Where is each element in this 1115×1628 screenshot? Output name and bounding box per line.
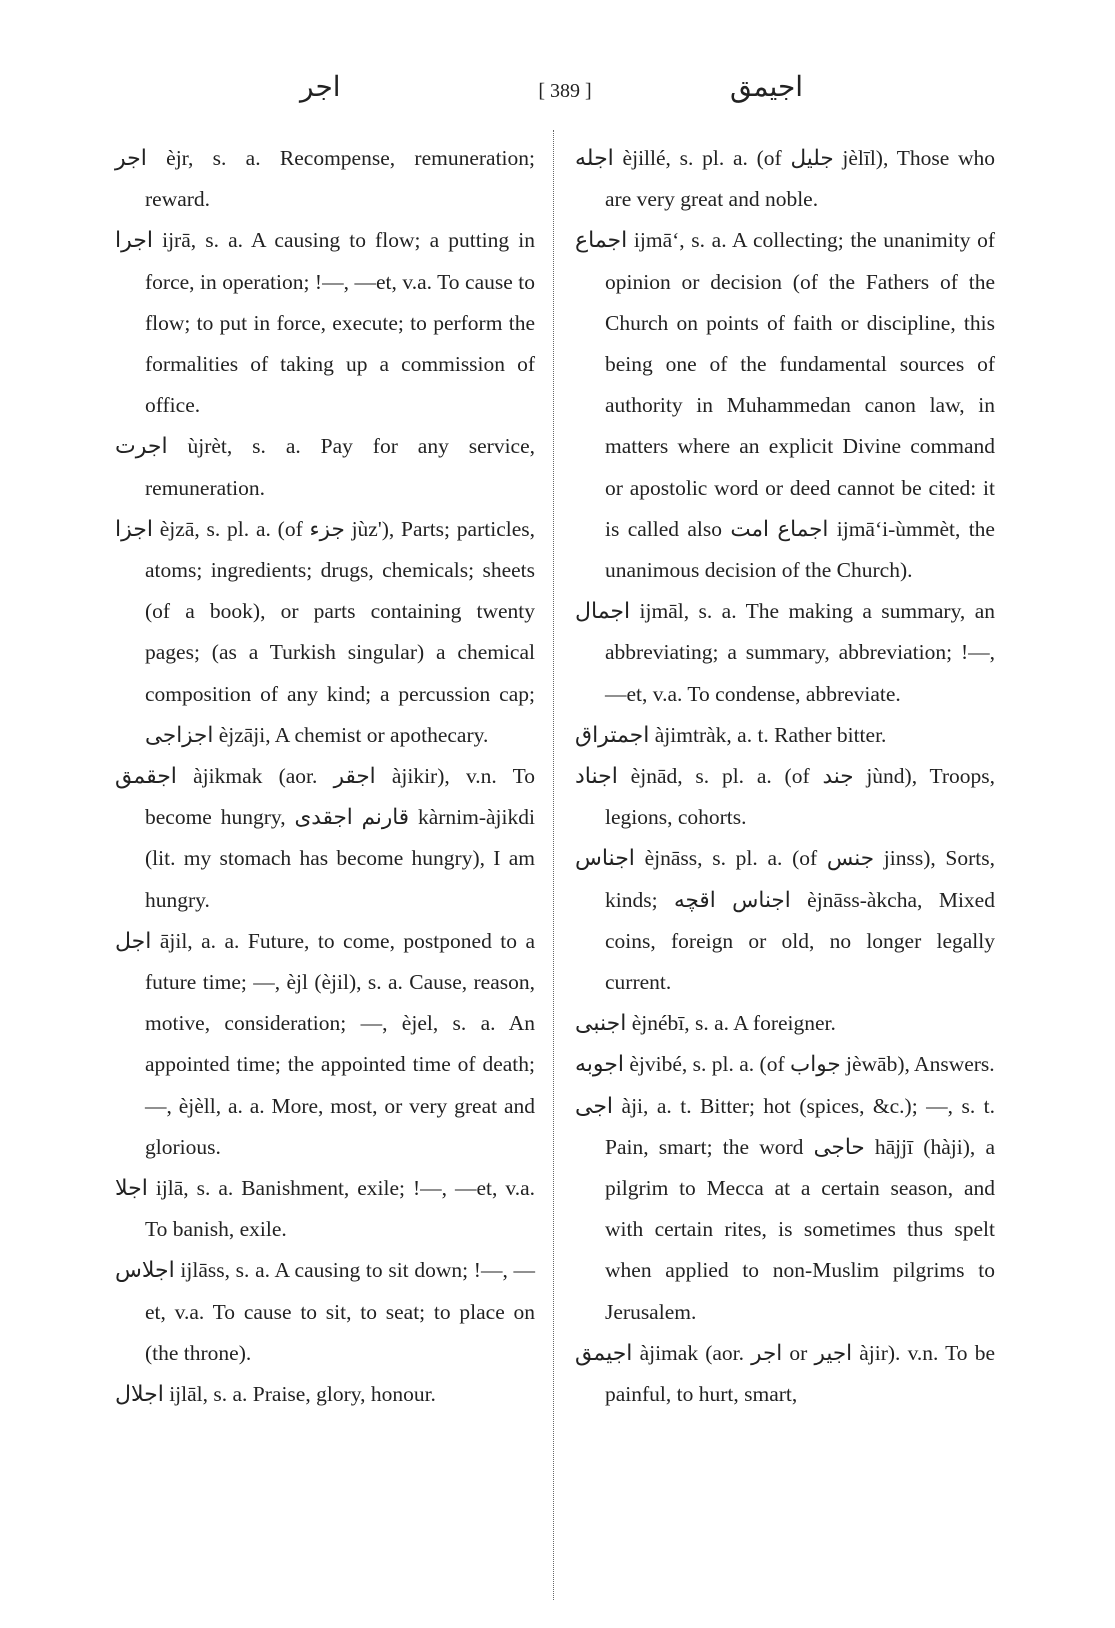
entry-headword: اجلال bbox=[115, 1382, 164, 1408]
entry-text: èjvibé, s. pl. a. (of جواب jèwāb), Answers. bbox=[629, 1052, 995, 1077]
entry-text: ājil, a. a. Future, to come, postponed to a future time; —, èjl (èjil), s. a. Cause, reason, motive, consideration; —, èjel, s. a. An appointed time; the appointed time of death; —, èjèll, a. a. More, most, or very great and glorious. bbox=[145, 928, 535, 1159]
entry-text: èjnébī, s. a. A foreigner. bbox=[631, 1011, 836, 1036]
entry-text: àjikmak (aor. اجقر àjikir), v.n. To become hungry, قارنم اجقدی kàrnim-àjikdi (lit. my stomach has become hungry), I am hungry. bbox=[145, 764, 535, 912]
page-number: [ 389 ] bbox=[538, 80, 592, 102]
entry-headword: اجوبه bbox=[575, 1052, 624, 1078]
dictionary-entry bbox=[115, 1250, 535, 1374]
dictionary-entry bbox=[575, 1044, 995, 1085]
entry-headword: اجیمق bbox=[575, 1340, 633, 1366]
entry-text: ijmā‘, s. a. A collecting; the unanimity of opinion or decision (of the Fathers of the Church on points of faith or discipline, this being one of the fundamental sources of authority in Muhammedan canon law, in matters where an explicit Divine command or apostolic word or deed cannot be cited: it is called also اجماع امت ijmā‘i-ùmmèt, the unanimous decision of the Church). bbox=[605, 228, 996, 583]
entry-text: ijrā, s. a. A causing to flow; a putting in force, in operation; !—, —et, v.a. To cause to flow; to put in force, execute; to perform the formalities of taking up a commission of office. bbox=[145, 228, 535, 418]
entry-headword: اجلاس bbox=[115, 1258, 175, 1284]
dictionary-entry bbox=[115, 138, 535, 220]
entry-text: ijmāl, s. a. The making a summary, an abbreviating; a summary, abbreviation; !—, —et, v.a. To condense, abbreviate. bbox=[605, 599, 996, 706]
entry-text: àji, a. t. Bitter; hot (spices, &c.); —, s. t. Pain, smart; the word حاجی hājjī (hàji), a pilgrim to Mecca at a certain season, and with certain rites, is sometimes thus spelt when applied to non-Muslim pilgrims to Jerusalem. bbox=[605, 1093, 996, 1324]
entry-text: èjillé, s. pl. a. (of جليل jèlīl), Those who are very great and noble. bbox=[605, 146, 996, 212]
dictionary-entry bbox=[575, 1333, 995, 1415]
dictionary-entry bbox=[115, 921, 535, 1168]
entry-text: ùjrèt, s. a. Pay for any service, remuneration. bbox=[145, 434, 535, 500]
entry-headword: اجناس bbox=[575, 846, 635, 872]
entry-headword: اجمتراق bbox=[575, 722, 650, 748]
entry-headword: اجناد bbox=[575, 764, 618, 790]
entry-headword: اجله bbox=[575, 146, 614, 171]
entry-text: ijlāss, s. a. A causing to sit down; !—, —et, v.a. To cause to sit, to seat; to place on (the throne). bbox=[145, 1258, 536, 1365]
entry-text: èjnād, s. pl. a. (of جند jùnd), Troops, legions, cohorts. bbox=[605, 764, 996, 830]
dictionary-entry bbox=[575, 756, 995, 838]
entry-text: àjimak (aor. اجر or اجیر àjir). v.n. To be painful, to hurt, smart, bbox=[605, 1340, 995, 1407]
header-left-word: اجر bbox=[300, 70, 341, 103]
dictionary-entry bbox=[115, 1374, 535, 1415]
entry-headword: اجمال bbox=[575, 599, 631, 625]
entry-text: ijlā, s. a. Banishment, exile; !—, —et, v.a. To banish, exile. bbox=[145, 1176, 535, 1242]
dictionary-entry bbox=[575, 220, 995, 591]
dictionary-entry bbox=[115, 756, 535, 921]
dictionary-entry bbox=[575, 591, 995, 715]
entry-headword: اجقمق bbox=[115, 764, 177, 790]
entry-headword: اجلا bbox=[115, 1176, 148, 1202]
header-right-word: اجيمق bbox=[730, 70, 804, 103]
dictionary-entry bbox=[575, 138, 995, 220]
entry-text: ijlāl, s. a. Praise, glory, honour. bbox=[169, 1382, 436, 1407]
entry-headword: اجماع bbox=[575, 228, 628, 254]
entry-text: èjzā, s. pl. a. (of جزء jùz'), Parts; particles, atoms; ingredients; drugs, chemicals; sheets (of a book), or parts containing twenty pages; (as a Turkish singular) a chemical composition of any kind; a percussion cap; اجزاجی èjzāji, A chemist or apothecary. bbox=[145, 516, 535, 747]
left-column bbox=[115, 138, 535, 1415]
dictionary-entry bbox=[575, 1003, 995, 1044]
dictionary-entry bbox=[575, 715, 995, 756]
dictionary-entry bbox=[115, 220, 535, 426]
dictionary-entry bbox=[115, 509, 535, 756]
dictionary-entry bbox=[575, 838, 995, 1003]
dictionary-entry bbox=[115, 1168, 535, 1250]
dictionary-entry bbox=[575, 1086, 995, 1333]
column-divider bbox=[553, 130, 554, 1600]
entry-text: èjr, s. a. Recompense, remuneration; reward. bbox=[145, 146, 535, 212]
entry-headword: اجنبی bbox=[575, 1011, 627, 1037]
entry-text: èjnāss, s. pl. a. (of جنس jinss), Sorts, kinds; اجناس اقچه èjnāss-àkcha, Mixed coins, foreign or old, no longer legally current. bbox=[605, 846, 996, 995]
entry-text: àjimtràk, a. t. Rather bitter. bbox=[654, 722, 887, 747]
dictionary-entry bbox=[115, 426, 535, 508]
entry-headword: اجر bbox=[115, 146, 147, 171]
entry-headword: اجرت bbox=[115, 434, 168, 460]
entry-headword: اجی bbox=[575, 1093, 614, 1119]
entry-headword: اجل bbox=[115, 928, 152, 954]
right-column bbox=[575, 138, 995, 1415]
entry-headword: اجزا bbox=[115, 516, 153, 542]
entry-headword: اجرا bbox=[115, 228, 153, 254]
